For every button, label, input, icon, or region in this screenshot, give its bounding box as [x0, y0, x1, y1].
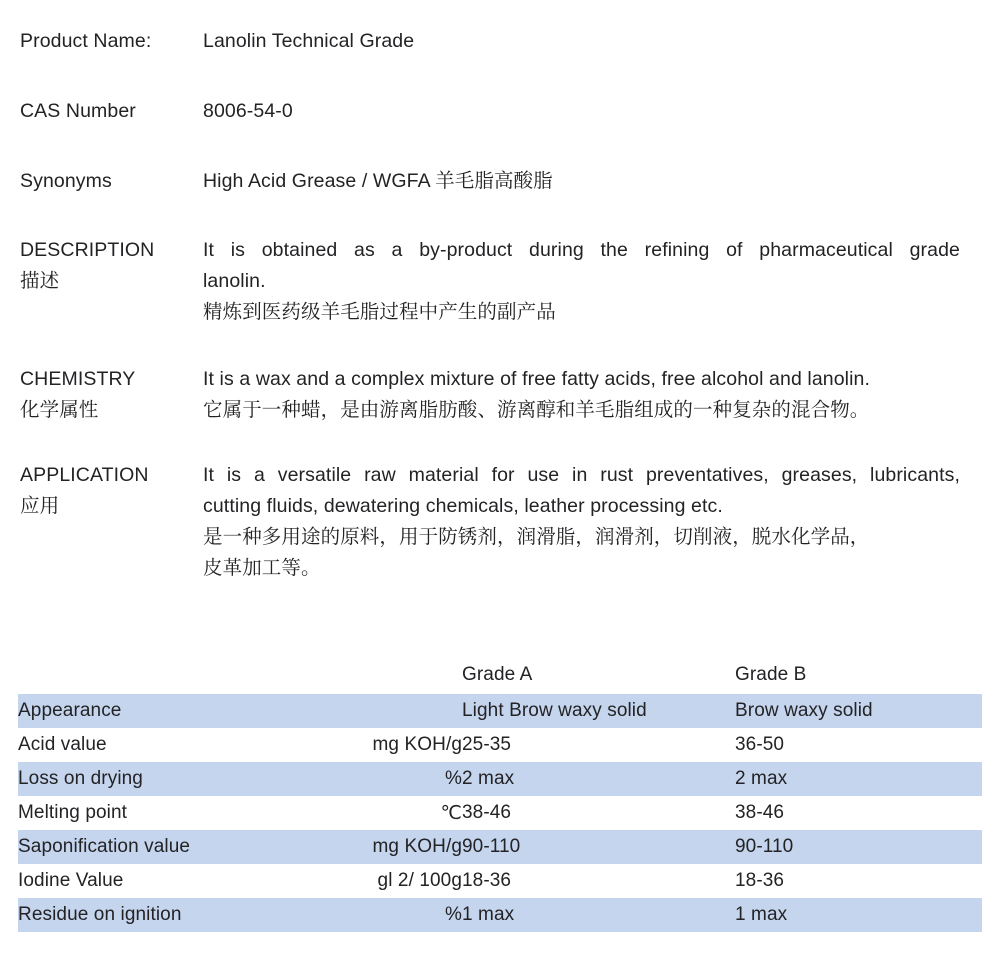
- cell-grade-b: 18-36: [735, 864, 982, 898]
- cell-grade-b: 36-50: [735, 728, 982, 762]
- application-line-3: 是一种多用途的原料，用于防锈剂，润滑脂，润滑剂，切削液，脱水化学品，: [203, 526, 870, 548]
- spacer-1: [20, 57, 982, 96]
- cell-property: Iodine Value: [18, 864, 308, 898]
- chemistry-value: [203, 364, 982, 426]
- cell-grade-b: Brow waxy solid: [735, 694, 982, 728]
- description-label: [20, 235, 203, 297]
- info-row-product-name: [20, 26, 982, 57]
- cell-unit: gl 2/ 100g: [308, 864, 462, 898]
- application-line-1: It is a versatile raw material for use in rust preventatives, greases, lubricants,: [203, 464, 960, 486]
- product-name-value: Lanolin Technical Grade: [203, 30, 415, 52]
- cell-unit: %: [308, 762, 462, 796]
- cell-grade-a: 25-35: [462, 728, 735, 762]
- table-row: [18, 898, 982, 932]
- application-value: [203, 460, 982, 584]
- table-row: [18, 762, 982, 796]
- cell-property: Appearance: [18, 694, 308, 728]
- cell-unit: [308, 694, 462, 728]
- cell-property: Melting point: [18, 796, 308, 830]
- info-row-chemistry: [20, 364, 982, 426]
- table-row: [18, 830, 982, 864]
- description-line-1: It is obtained as a by-product during the refining of pharmaceutical grade: [203, 239, 960, 261]
- table-row: [18, 864, 982, 898]
- cell-grade-a: Light Brow waxy solid: [462, 694, 735, 728]
- cell-grade-b: 38-46: [735, 796, 982, 830]
- chemistry-line-2: 它属于一种蜡，是由游离脂肪酸、游离醇和羊毛脂组成的一种复杂的混合物。: [203, 399, 870, 421]
- chemistry-label: [20, 364, 203, 426]
- chemistry-label-cn: 化学属性: [20, 399, 99, 421]
- application-label-en: APPLICATION: [20, 464, 149, 486]
- cell-grade-a: 1 max: [462, 898, 735, 932]
- column-header-grade-b: Grade B: [735, 656, 982, 694]
- table-header-row: [18, 656, 982, 694]
- cell-unit: mg KOH/g: [308, 728, 462, 762]
- table-row: [18, 728, 982, 762]
- specification-table-head: [18, 656, 982, 694]
- cell-grade-a: 2 max: [462, 762, 735, 796]
- cas-number-value: 8006-54-0: [203, 100, 293, 122]
- description-line-3: 精炼到医药级羊毛脂过程中产生的副产品: [203, 301, 556, 323]
- specification-table: [18, 656, 982, 932]
- table-row: [18, 796, 982, 830]
- info-row-application: [20, 460, 982, 584]
- cell-grade-a: 18-36: [462, 864, 735, 898]
- cell-grade-b: 1 max: [735, 898, 982, 932]
- chemistry-line-1: It is a wax and a complex mixture of free fatty acids, free alcohol and lanolin.: [203, 368, 871, 390]
- description-line-2: lanolin.: [203, 270, 266, 292]
- synonyms-value: High Acid Grease / WGFA 羊毛脂高酸脂: [203, 170, 553, 192]
- description-label-cn: 描述: [20, 270, 60, 292]
- cell-property: Residue on ignition: [18, 898, 308, 932]
- cell-grade-b: 2 max: [735, 762, 982, 796]
- column-header-property: [18, 656, 308, 694]
- spacer-3: [20, 197, 982, 235]
- cell-unit: %: [308, 898, 462, 932]
- info-row-cas-number: [20, 96, 982, 127]
- spacer-5: [20, 426, 982, 460]
- cas-number-label: CAS Number: [20, 100, 136, 122]
- specification-table-body: [18, 694, 982, 932]
- column-header-grade-a: Grade A: [462, 656, 735, 694]
- cell-grade-a: 90-110: [462, 830, 735, 864]
- info-row-synonyms: [20, 166, 982, 197]
- application-label: [20, 460, 203, 522]
- cell-property: Saponification value: [18, 830, 308, 864]
- cell-unit: ℃: [308, 796, 462, 830]
- info-row-description: [20, 235, 982, 328]
- product-name-label: Product Name:: [20, 30, 152, 52]
- synonyms-label: Synonyms: [20, 170, 112, 192]
- application-line-4: 皮革加工等。: [203, 557, 321, 579]
- application-label-cn: 应用: [20, 495, 60, 517]
- description-label-en: DESCRIPTION: [20, 239, 155, 261]
- application-line-2: cutting fluids, dewatering chemicals, leather processing etc.: [203, 495, 723, 517]
- description-value: [203, 235, 982, 328]
- column-header-unit: [308, 656, 462, 694]
- cell-property: Loss on drying: [18, 762, 308, 796]
- cell-grade-b: 90-110: [735, 830, 982, 864]
- chemistry-label-en: CHEMISTRY: [20, 368, 136, 390]
- spacer-4: [20, 328, 982, 364]
- cell-grade-a: 38-46: [462, 796, 735, 830]
- cell-unit: mg KOH/g: [308, 830, 462, 864]
- table-row: [18, 694, 982, 728]
- spacer-2: [20, 127, 982, 166]
- cell-property: Acid value: [18, 728, 308, 762]
